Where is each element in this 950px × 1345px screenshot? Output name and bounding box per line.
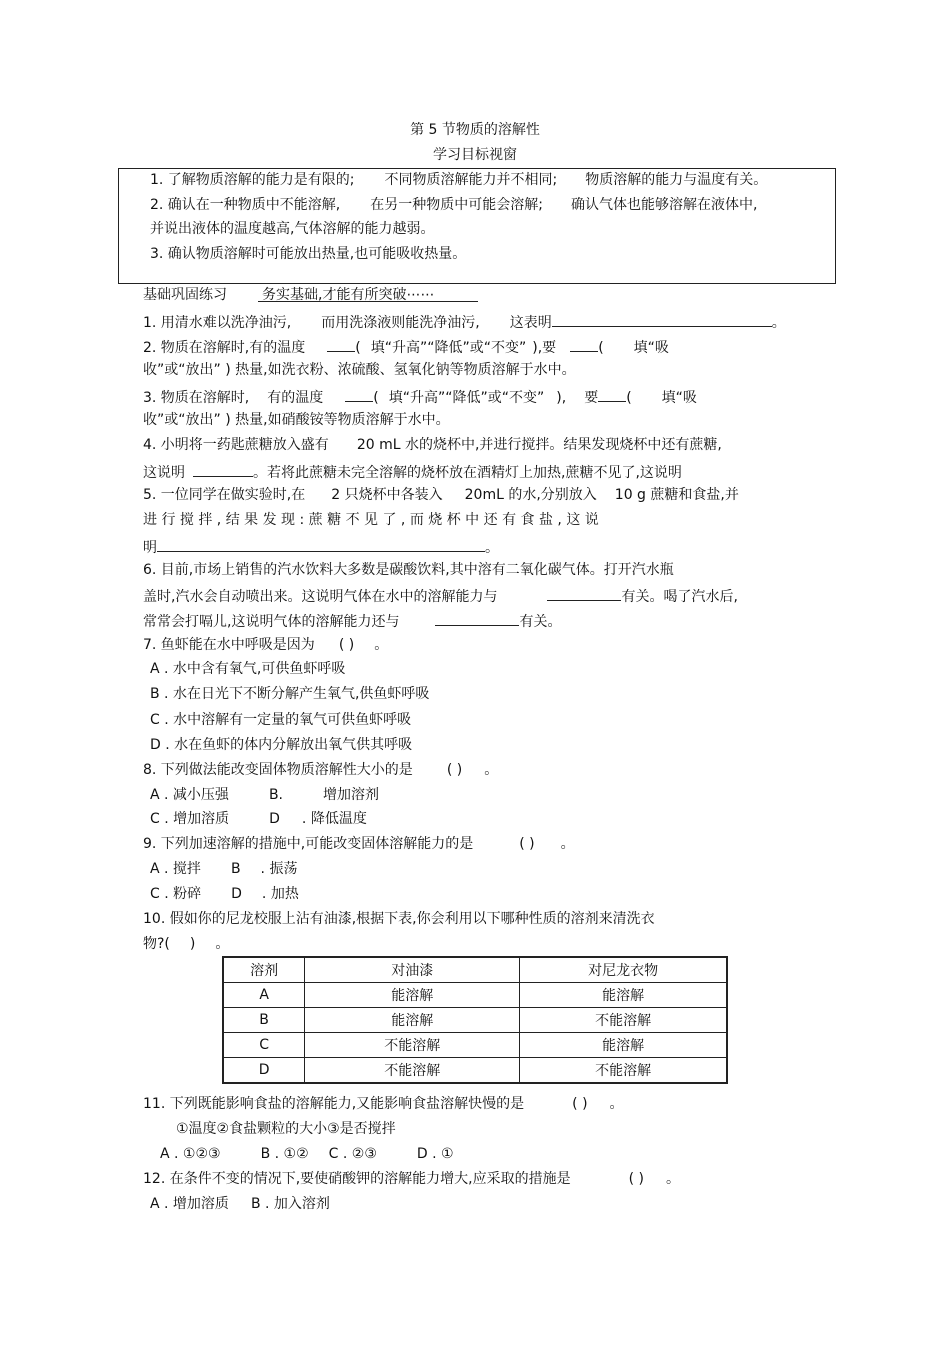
section-motto: 务实基础,才能有所突破⋯⋯ xyxy=(262,287,435,303)
table-cell: 能溶解 xyxy=(520,983,727,1008)
question-6-line-3: 常常会打嗝儿,这说明气体的溶解能力还与 有关。 xyxy=(143,610,561,631)
question-1: 1. 用清水难以洗净油污, 而用洗涤液则能洗净油污, 这表明 。 xyxy=(143,311,786,332)
question-8-options-row-2: C . 增加溶质 D . 降低温度 xyxy=(150,811,367,827)
question-10-line-2: 物?( ) 。 xyxy=(143,936,230,952)
table-cell: 不能溶解 xyxy=(520,1058,727,1084)
table-header-row xyxy=(223,957,727,983)
goal-line-3: 并说出液体的温度越高,气体溶解的能力越弱。 xyxy=(150,221,435,237)
goal-line-4: 3. 确认物质溶解时可能放出热量,也可能吸收热量。 xyxy=(150,246,467,262)
section-label: 基础巩固练习 xyxy=(143,287,227,303)
question-4-line-1: 4. 小明将一药匙蔗糖放入盛有 20 mL 水的烧杯中,并进行搅拌。结果发现烧杯中还有蔗糖, xyxy=(143,437,722,453)
answer-blank[interactable] xyxy=(157,536,485,552)
question-8-stem: 8. 下列做法能改变固体物质溶解性大小的是 ( ) 。 xyxy=(143,762,499,778)
question-7-option-b[interactable]: B . 水在日光下不断分解产生氧气,供鱼虾呼吸 xyxy=(150,686,430,702)
question-12-option-b[interactable]: B . 加入溶剂 xyxy=(250,1196,330,1212)
question-6-line-2: 盖时,汽水会自动喷出来。这说明气体在水中的溶解能力与 有关。喝了汽水后, xyxy=(143,585,738,606)
question-9-options-row-2: C . 粉碎 D . 加热 xyxy=(150,886,299,902)
question-8-option-c[interactable]: C . 增加溶质 xyxy=(150,811,230,827)
question-12-option-a[interactable]: A . 增加溶质 xyxy=(150,1196,229,1212)
question-10-line-1: 10. 假如你的尼龙校服上沾有油漆,根据下表,你会利用以下哪种性质的溶剂来清洗衣 xyxy=(143,911,655,927)
table-cell: 不能溶解 xyxy=(520,1008,727,1033)
question-11-stem: 11. 下列既能影响食盐的溶解能力,又能影响食盐溶解快慢的是 ( ) 。 xyxy=(143,1096,624,1112)
question-8-option-b[interactable]: 增加溶剂 xyxy=(323,787,379,803)
answer-blank[interactable] xyxy=(547,585,621,601)
table-header: 对油漆 xyxy=(305,957,520,983)
question-11-option-d[interactable]: D . ① xyxy=(416,1146,454,1162)
table-cell: D xyxy=(223,1058,305,1084)
question-9-option-c[interactable]: C . 粉碎 xyxy=(150,886,202,902)
page-title: 第 5 节物质的溶解性 xyxy=(410,122,540,138)
question-11-sub: ①温度②食盐颗粒的大小③是否搅拌 xyxy=(176,1121,396,1137)
table-row xyxy=(223,983,727,1008)
answer-blank[interactable] xyxy=(435,610,519,626)
motto-underline xyxy=(258,301,478,302)
question-7-option-d[interactable]: D . 水在鱼虾的体内分解放出氧气供其呼吸 xyxy=(150,737,413,753)
table-cell: C xyxy=(223,1033,305,1058)
question-11-option-a[interactable]: A . ①②③ xyxy=(160,1146,221,1162)
page-subtitle: 学习目标视窗 xyxy=(433,147,517,163)
answer-blank[interactable] xyxy=(570,336,598,352)
question-8-option-d[interactable]: . 降低温度 xyxy=(301,811,367,827)
table-header: 对尼龙衣物 xyxy=(520,957,727,983)
answer-blank[interactable] xyxy=(552,311,772,327)
question-12-options xyxy=(150,1195,330,1213)
question-11-option-b[interactable]: B . ①② xyxy=(260,1146,309,1162)
answer-blank[interactable] xyxy=(327,336,355,352)
question-9-option-d[interactable]: . 加热 xyxy=(261,886,299,902)
answer-blank[interactable] xyxy=(598,386,626,402)
question-5-line-2: 进 行 搅 拌 , 结 果 发 现 : 蔗 糖 不 见 了 , 而 烧 杯 中 还 有 食 盐 , 这 说 xyxy=(143,512,599,528)
answer-blank[interactable] xyxy=(193,461,253,477)
table-cell: 不能溶解 xyxy=(305,1033,520,1058)
question-5-line-3: 明 。 xyxy=(143,536,499,557)
question-9-stem: 9. 下列加速溶解的措施中,可能改变固体溶解能力的是 ( ) 。 xyxy=(143,836,575,852)
question-2-line-2: 收”或“放出” ) 热量,如洗衣粉、浓硫酸、氢氧化钠等物质溶解于水中。 xyxy=(143,362,576,378)
answer-blank[interactable] xyxy=(345,386,373,402)
question-12-stem: 12. 在条件不变的情况下,要使硝酸钾的溶解能力增大,应采取的措施是 ( ) 。 xyxy=(143,1171,680,1187)
question-4-line-2: 这说明 。若将此蔗糖未完全溶解的烧杯放在酒精灯上加热,蔗糖不见了,这说明 xyxy=(143,461,682,482)
table-cell: 能溶解 xyxy=(520,1033,727,1058)
goal-line-2: 2. 确认在一种物质中不能溶解, 在另一种物质中可能会溶解; 确认气体也能够溶解在液体中, xyxy=(150,197,758,213)
question-9-option-b[interactable]: . 振荡 xyxy=(260,861,298,877)
question-11-options xyxy=(160,1145,454,1163)
solvent-table xyxy=(222,956,728,1084)
table-cell: B xyxy=(223,1008,305,1033)
question-9-options-row-1: A . 搅拌 B . 振荡 xyxy=(150,861,298,877)
question-2-line-1: 2. 物质在溶解时,有的温度 ( 填“升高”“降低”或“不变” ),要 ( 填“吸 xyxy=(143,336,669,357)
question-3-line-1: 3. 物质在溶解时, 有的温度 ( 填“升高”“降低”或“不变” ), 要 ( 填“吸 xyxy=(143,386,697,407)
question-9-option-a[interactable]: A . 搅拌 xyxy=(150,861,201,877)
question-5-line-1: 5. 一位同学在做实验时,在 2 只烧杯中各装入 20mL 的水,分别放入 10 g 蔗糖和食盐,并 xyxy=(143,487,739,503)
question-8-option-a[interactable]: A . 减小压强 xyxy=(150,787,229,803)
table-row xyxy=(223,1008,727,1033)
question-8-options-row-1: A . 减小压强 B. 增加溶剂 xyxy=(150,787,379,803)
table-cell: 能溶解 xyxy=(305,983,520,1008)
question-7-stem: 7. 鱼虾能在水中呼吸是因为 ( ) 。 xyxy=(143,637,389,653)
question-7-option-a[interactable]: A . 水中含有氧气,可供鱼虾呼吸 xyxy=(150,661,346,677)
question-11-option-c[interactable]: C . ②③ xyxy=(328,1146,377,1162)
question-7-option-c[interactable]: C . 水中溶解有一定量的氧气可供鱼虾呼吸 xyxy=(150,712,412,728)
table-row xyxy=(223,1033,727,1058)
goal-line-1: 1. 了解物质溶解的能力是有限的; 不同物质溶解能力并不相同; 物质溶解的能力与温度有关。 xyxy=(150,172,768,188)
table-cell: A xyxy=(223,983,305,1008)
question-6-line-1: 6. 目前,市场上销售的汽水饮料大多数是碳酸饮料,其中溶有二氧化碳气体。打开汽水瓶 xyxy=(143,562,674,578)
table-cell: 不能溶解 xyxy=(305,1058,520,1084)
question-3-line-2: 收”或“放出” ) 热量,如硝酸铵等物质溶解于水中。 xyxy=(143,412,450,428)
table-header: 溶剂 xyxy=(223,957,305,983)
table-row xyxy=(223,1058,727,1084)
table-cell: 能溶解 xyxy=(305,1008,520,1033)
